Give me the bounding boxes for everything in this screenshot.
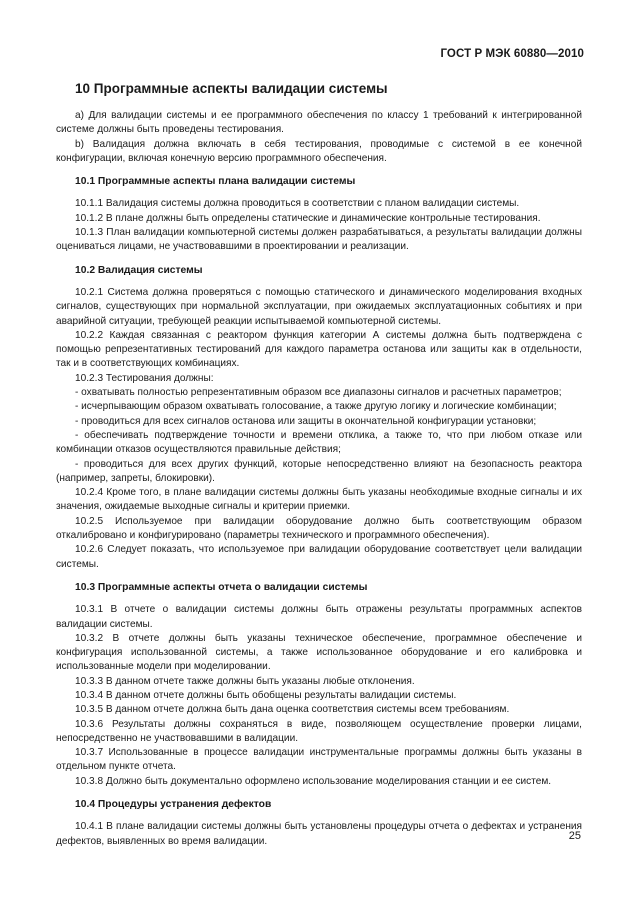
paragraph: 10.3.3 В данном отчете также должны быть указаны любые отклонения. (75, 675, 415, 687)
list-item: - исчерпывающим образом охватывать голосование, а также другую логику и логические комбинации; (75, 401, 557, 413)
subsection-10-1 (56, 175, 582, 254)
list-item: - обеспечивать подтверждение точности и времени отклика, а также то, что при любом отказе или комбинации отказов осуществляются правильные действия; (56, 429, 582, 456)
paragraph: 10.2.3 Тестирования должны: (75, 372, 214, 384)
paragraph: 10.3.6 Результаты должны сохраняться в виде, позволяющем осуществление проверки лицами, непосредственно не участвовавшими в валидации. (56, 718, 582, 744)
page-number: 25 (568, 830, 581, 842)
paragraph: 10.1.3 План валидации компьютерной системы должен разрабатываться, а результаты валидации должны оцениваться лицами, не участвовавшими в проектировании и реализации. (56, 227, 582, 253)
intro-paragraph-a: a) Для валидации системы и ее программного обеспечения по классу 1 требований к интегрированной системе должны быть проведены тестирования. (56, 110, 582, 136)
subsection-10-3 (56, 581, 582, 789)
subsection-10-4 (56, 798, 582, 849)
list-item: - проводиться для всех сигналов останова или защиты в окончательной конфигурации установки; (75, 415, 537, 427)
paragraph: 10.1.2 В плане должны быть определены статические и динамические контрольные тестирования. (75, 212, 541, 224)
paragraph: 10.2.5 Используемое при валидации оборудование должно быть соответствующим образом откалибровано и конфигурировано (параметры технического и программного обеспечения). (56, 515, 582, 542)
subsection-title: 10.3 Программные аспекты отчета о валидации системы (75, 581, 368, 593)
paragraph: 10.3.1 В отчете о валидации системы должны быть отражены результаты программных аспектов валидации системы. (56, 604, 582, 630)
list-item: - проводиться для всех других функций, которые непосредственно влияют на безопасность реактора (например, запреты, блокировки). (56, 458, 582, 484)
paragraph: 10.3.2 В отчете должны быть указаны техническое обеспечение, программное обеспечение и конфигурация использованной системы, а также использованное оборудование и его калибровка и использованные модели при моделировании. (56, 632, 582, 673)
document-body (56, 80, 582, 849)
intro-paragraph-b: b) Валидация должна включать в себя тестирования, проводимые с системой в ее конечной конфигурации, включая конечную версию программного обеспечения. (56, 138, 582, 164)
paragraph: 10.2.2 Каждая связанная с реактором функция категории А системы должна быть подтверждена с помощью репрезентативных тестирований для каждого параметра останова или защиты как в отдельности, так и в соответствующих комбинациях. (56, 329, 582, 370)
subsection-title: 10.1 Программные аспекты плана валидации системы (75, 176, 356, 188)
subsection-title: 10.2 Валидация системы (75, 264, 203, 276)
section-title: 10 Программные аспекты валидации системы (75, 81, 388, 96)
list-item: - охватывать полностью репрезентативным образом все диапазоны сигналов и расчетных параметров; (75, 387, 562, 399)
paragraph: 10.4.1 В плане валидации системы должны быть установлены процедуры отчета о дефектах и устранения дефектов, выявленных во время валидации. (56, 821, 582, 847)
paragraph: 10.3.5 В данном отчете должна быть дана оценка соответствия системы всем требованиям. (75, 704, 510, 716)
paragraph: 10.3.8 Должно быть документально оформлено использование моделирования станции и ее систем. (75, 775, 552, 787)
paragraph: 10.3.7 Использованные в процессе валидации инструментальные программы должны быть указаны в отдельном пункте отчета. (56, 747, 582, 773)
paragraph: 10.1.1 Валидация системы должна проводиться в соответствии с планом валидации системы. (75, 198, 520, 210)
paragraph: 10.2.4 Кроме того, в плане валидации системы должны быть указаны необходимые входные сигналы и их значения, ожидаемые выходные сигналы и критерии приемки. (56, 487, 582, 513)
paragraph: 10.3.4 В данном отчете должны быть обобщены результаты валидации системы. (75, 689, 457, 701)
paragraph: 10.2.6 Следует показать, что используемое при валидации оборудование соответствует цели валидации системы. (56, 544, 582, 570)
subsection-10-2 (56, 264, 582, 572)
section-intro (56, 109, 582, 166)
standard-code-header: ГОСТ Р МЭК 60880—2010 (440, 48, 584, 60)
subsection-title: 10.4 Процедуры устранения дефектов (75, 799, 272, 811)
paragraph: 10.2.1 Система должна проверяться с помощью статического и динамического моделирования входных сигналов, существующих при нормальной эксплуатации, при ожидаемых эксплуатационных событиях и при аварийной ситуации, требующей реакции испытываемой компьютерной системы. (56, 286, 582, 327)
